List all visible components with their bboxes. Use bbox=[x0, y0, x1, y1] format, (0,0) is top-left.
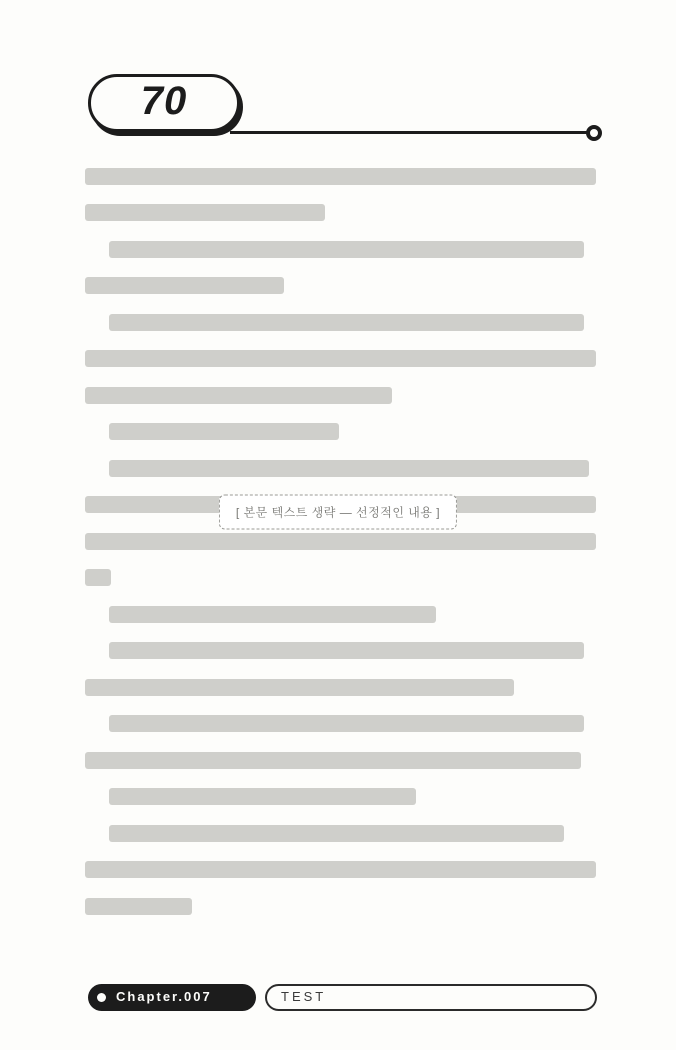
redacted-dialogue-paragraph bbox=[85, 414, 596, 451]
bullet-dot-icon bbox=[97, 993, 106, 1002]
redacted-text-line bbox=[109, 606, 436, 623]
page-number: 70 bbox=[140, 78, 188, 123]
redacted-text-line bbox=[85, 898, 192, 915]
redacted-dialogue-paragraph bbox=[85, 779, 596, 816]
redacted-text-line bbox=[109, 715, 584, 732]
redacted-text-line bbox=[85, 861, 596, 878]
redacted-text-line bbox=[85, 752, 581, 769]
redacted-text-line bbox=[85, 168, 596, 185]
redacted-dialogue-paragraph bbox=[85, 596, 596, 633]
redacted-text-line bbox=[85, 204, 325, 221]
redacted-text-line bbox=[109, 423, 339, 440]
redacted-paragraph bbox=[85, 815, 596, 925]
page-number-badge bbox=[88, 74, 240, 132]
redacted-text-line bbox=[85, 569, 111, 586]
redacted-text-line bbox=[85, 387, 392, 404]
redacted-paragraph bbox=[85, 633, 596, 706]
redacted-paragraph bbox=[85, 304, 596, 414]
redacted-paragraph bbox=[85, 158, 596, 231]
redacted-text-line bbox=[109, 788, 416, 805]
redacted-text-line bbox=[85, 679, 514, 696]
redacted-text-line bbox=[109, 825, 564, 842]
redacted-text-line bbox=[109, 314, 584, 331]
header-rule bbox=[230, 131, 588, 134]
header-rule-ring-icon bbox=[586, 125, 602, 141]
redacted-text-line bbox=[85, 277, 284, 294]
body-text bbox=[85, 158, 596, 925]
redaction-notice: [ 본문 텍스트 생략 — 선정적인 내용 ] bbox=[219, 495, 457, 530]
redacted-text-line bbox=[109, 642, 584, 659]
chapter-label: Chapter.007 bbox=[116, 989, 212, 1004]
redacted-text-line bbox=[109, 460, 589, 477]
section-label: TEST bbox=[281, 989, 327, 1004]
redacted-text-line bbox=[109, 241, 584, 258]
footer-chapter-pill bbox=[88, 984, 256, 1011]
redacted-text-line bbox=[85, 350, 596, 367]
redacted-paragraph bbox=[85, 706, 596, 779]
redacted-text-line bbox=[85, 533, 596, 550]
redacted-dialogue-paragraph bbox=[85, 231, 596, 304]
footer-section-pill bbox=[265, 984, 597, 1011]
